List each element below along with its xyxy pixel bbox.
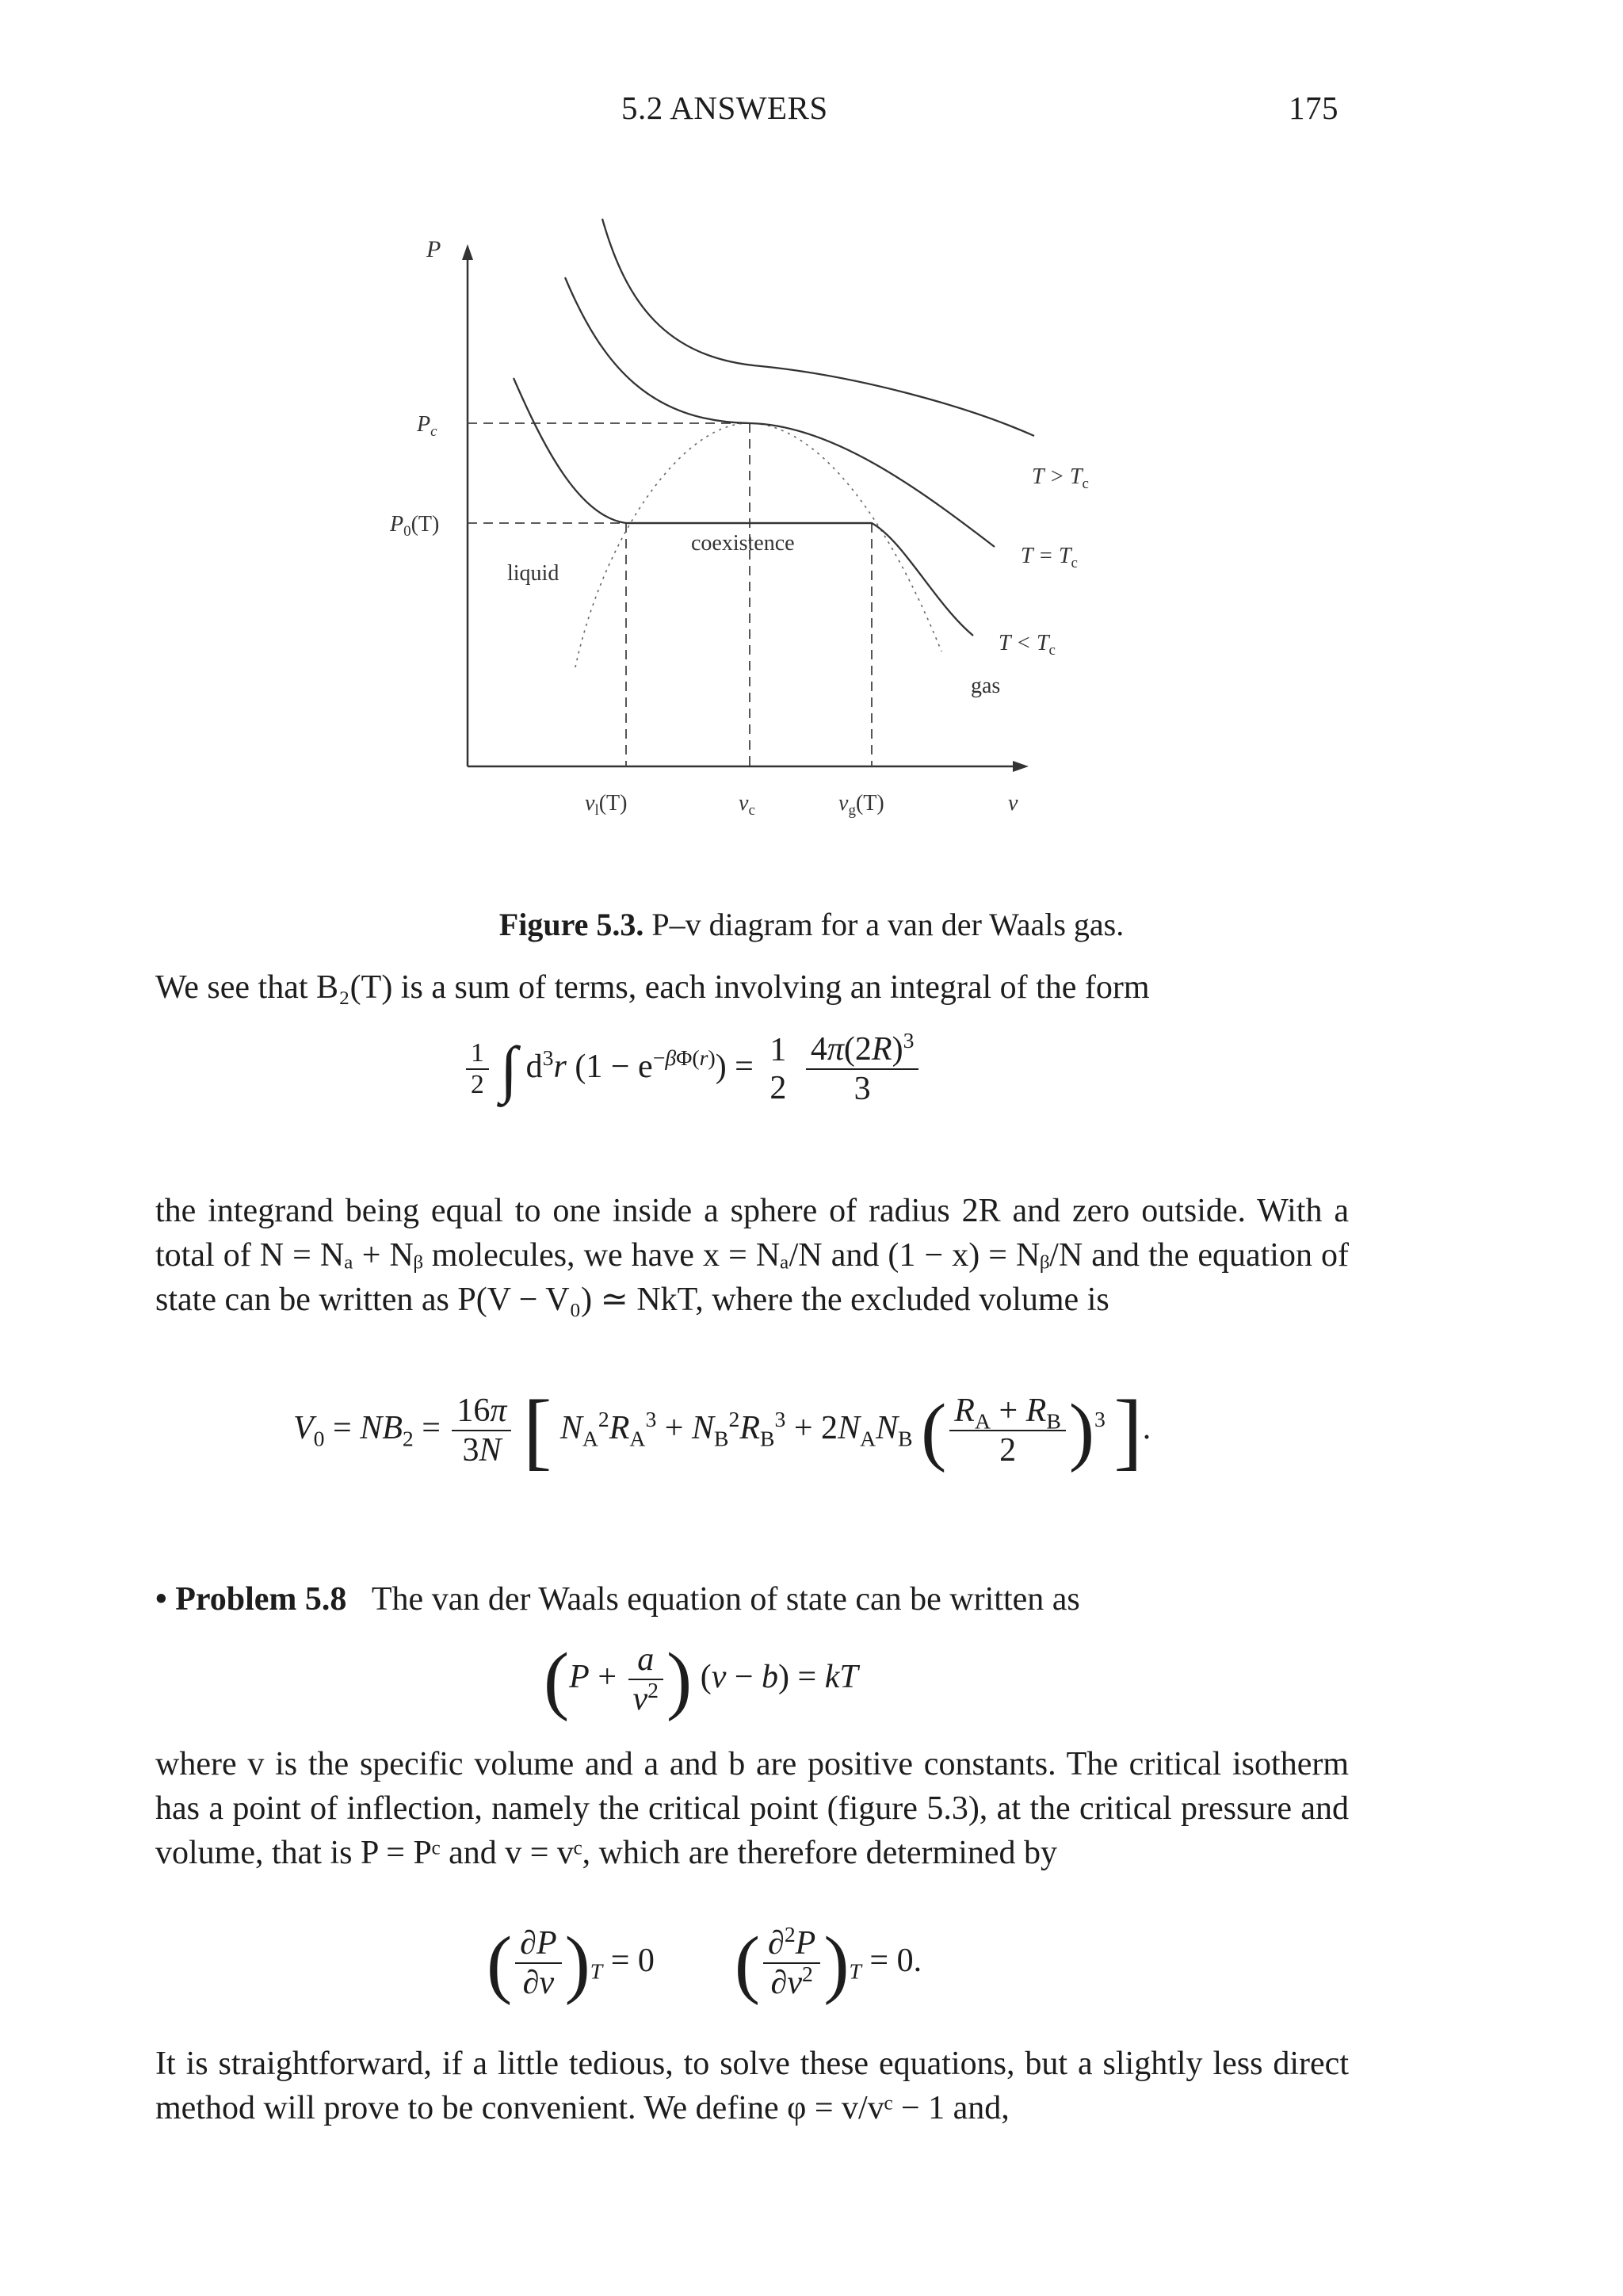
integrand-paragraph: the integrand being equal to one inside a sphere of radius 2R and zero outside. With a total of N = Nₐ + Nᵦ molecules, we have x = Nₐ/N and (1 − x) = Nᵦ/N and the equation of state can be written as P(V − V₀) ≃ NkT, where the excluded volume is bbox=[155, 1193, 1349, 1318]
problem-label: • Problem 5.8 bbox=[155, 1581, 347, 1618]
page-number: 175 bbox=[1289, 90, 1338, 126]
pv-diagram bbox=[365, 208, 1125, 826]
vl-label: $v_l(T)$ bbox=[585, 791, 628, 819]
problem-heading bbox=[155, 1577, 1349, 1622]
integral-equation: $\frac{1}{2}$ ∫ $d^3r$ $(1 - e^{-\beta\Phi(r)})$ = 1 2 $\frac{4\pi(2R)^3}{3}$ bbox=[463, 1030, 922, 1109]
coexistence-label: coexistence bbox=[691, 531, 795, 556]
pv-diagram-figure bbox=[365, 208, 1125, 826]
p0-label: $P_0(T)$ bbox=[390, 512, 440, 540]
figure-caption bbox=[0, 906, 1623, 943]
tlt-label: $T < T_c$ bbox=[999, 631, 1056, 659]
pc-label: $P_c$ bbox=[417, 412, 437, 440]
intro-paragraph: We see that B₂(T) is a sum of terms, each involving an integral of the form bbox=[155, 969, 1150, 1006]
isotherm-t-less-tc bbox=[514, 378, 973, 636]
liquid-label: liquid bbox=[507, 561, 559, 586]
isotherm-t-equals-tc bbox=[565, 277, 995, 547]
teq-label: $T = T_c$ bbox=[1021, 544, 1078, 571]
running-head: 5.2 ANSWERS bbox=[621, 90, 828, 126]
excluded-volume-equation: $V_0 = NB_2$ = $\frac{16\pi}{3N}$ [ $N_A^2R_A^3 + N_B^2R_B^3 + 2N_AN_B$ ( $\frac{R_A + R_B}{2}$ )$^3$ ]. bbox=[293, 1382, 1151, 1479]
vg-label: $v_g(T)$ bbox=[838, 791, 884, 819]
p-axis-arrow bbox=[462, 244, 473, 260]
gas-label: gas bbox=[971, 674, 1001, 698]
vc-label: $v_c$ bbox=[739, 791, 755, 819]
caption-text: P–v diagram for a van der Waals gas. bbox=[651, 907, 1125, 942]
problem-text: The van der Waals equation of state can be written as bbox=[371, 1581, 1080, 1618]
v-axis-label: v bbox=[1008, 791, 1018, 816]
v-axis-arrow bbox=[1013, 761, 1029, 772]
tgt-label: $T > T_c$ bbox=[1032, 464, 1089, 492]
isotherm-t-greater-tc bbox=[602, 219, 1034, 436]
where-paragraph: where v is the specific volume and a and b are positive constants. The critical isotherm has a point of inflection, namely the critical point (figure 5.3), at the critical pressure and volume, that is P = Pᶜ and v = vᶜ, which are therefore determined by bbox=[155, 1746, 1349, 1871]
caption-label: Figure 5.3. bbox=[498, 907, 644, 942]
final-paragraph: It is straightforward, if a little tedious, to solve these equations, but a slightly less direct method will prove to be convenient. We define φ = v/vᶜ − 1 and, bbox=[155, 2046, 1349, 2126]
vdw-equation: (P + $\frac{a}{v^2}$ ) (v − b) = kT bbox=[544, 1637, 858, 1722]
p-axis-label: P bbox=[426, 236, 441, 262]
critical-conditions: ( $\frac{\partial P}{\partial v}$ )$_T = 0$ ( $\frac{\partial^2P}{\partial v^2}$ )$_T = 0$. bbox=[487, 1920, 922, 2006]
